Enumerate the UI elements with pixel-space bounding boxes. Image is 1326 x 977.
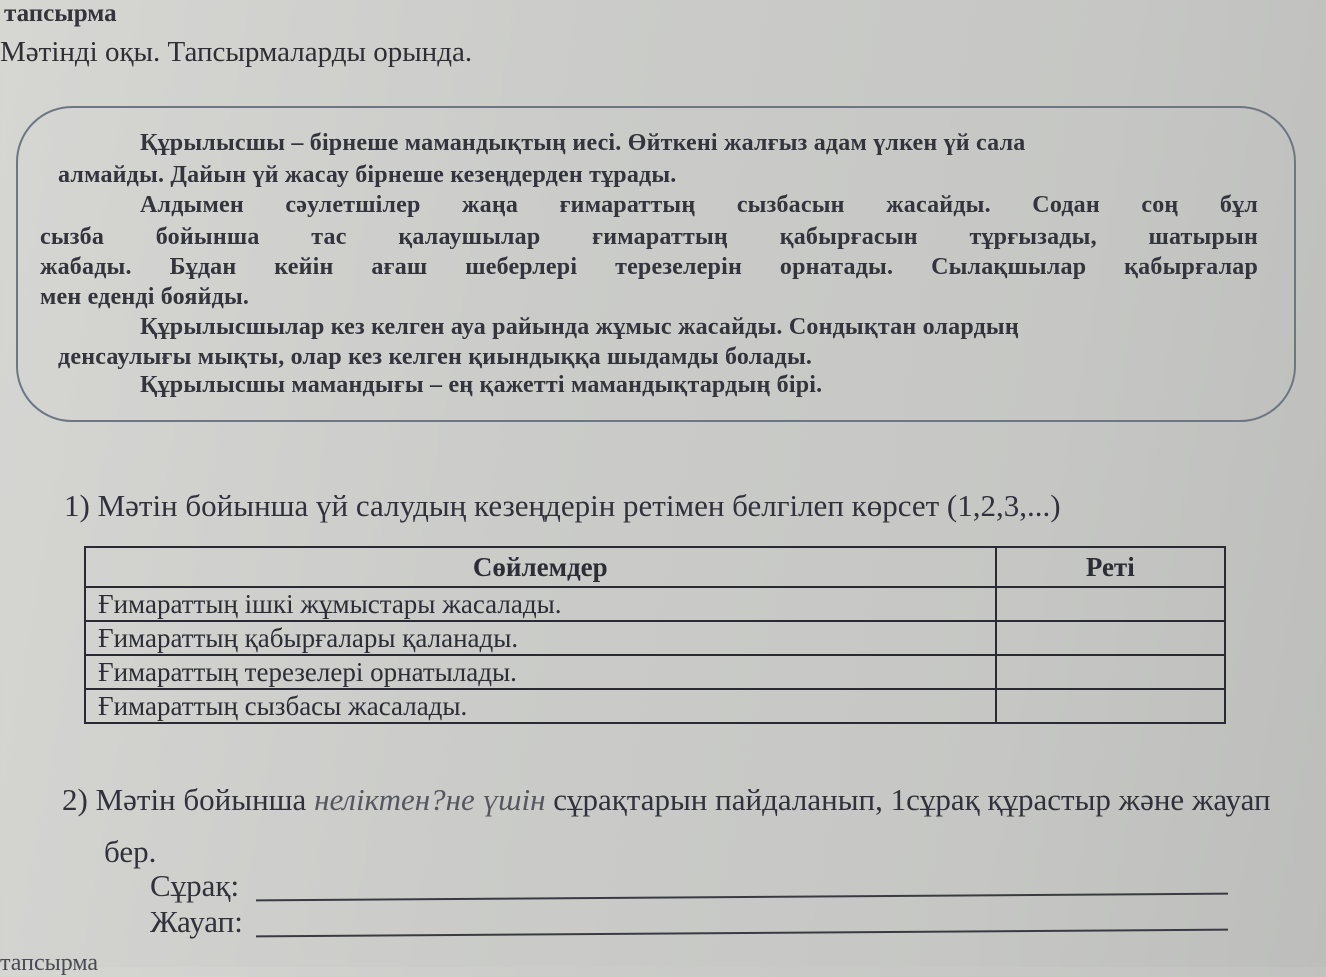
question-2-prefix: 2) Мәтін бойынша	[62, 782, 315, 817]
instruction-text: Мәтінді оқы. Тапсырмаларды орында.	[0, 36, 473, 68]
question-answer-line[interactable]	[256, 893, 1228, 902]
text-line-9: Құрылысшы мамандығы – ең қажетті мамандықтардың бірі.	[140, 372, 823, 398]
table-row	[85, 689, 1225, 723]
text-line-7: Құрылысшылар кез келген ауа райында жұмыс жасайды. Сондықтан олардың	[140, 314, 1019, 340]
sentence-cell: Ғимараттың сызбасы жасалады.	[85, 689, 996, 723]
question-2-continuation: бер.	[104, 834, 157, 869]
question-2	[62, 782, 1271, 818]
text-line-2: алмайды. Дайын үй жасау бірнеше кезеңдерден тұрады.	[58, 162, 677, 188]
question-2-suffix: сұрақтарын пайдаланып, 1сұрақ құрастыр және жауап	[545, 782, 1271, 817]
question-label: Сұрақ:	[150, 868, 240, 903]
text-line-1: Құрылысшы – бірнеше мамандықтың иесі. Өйткені жалғыз адам үлкен үй сала	[140, 130, 1026, 156]
table-row	[85, 655, 1225, 689]
text-line-6: мен еденді бояйды.	[40, 284, 250, 310]
order-cell[interactable]	[996, 587, 1225, 621]
sentence-cell: Ғимараттың терезелері орнатылады.	[85, 655, 996, 689]
header-order: Реті	[996, 547, 1225, 587]
answer-label: Жауап:	[150, 904, 243, 939]
next-task-heading: тапсырма	[0, 950, 99, 976]
sentence-cell: Ғимараттың ішкі жұмыстары жасалады.	[85, 587, 996, 621]
text-line-3: Алдымен сәулетшілер жаңа ғимараттың сызбасын жасайды. Содан соң бұл	[140, 192, 1258, 218]
order-cell[interactable]	[996, 689, 1225, 723]
question-2-italic-words: неліктен?не үшін	[314, 782, 546, 817]
task-heading: тапсырма	[4, 0, 117, 27]
answer-answer-line[interactable]	[256, 929, 1228, 938]
header-sentences: Сөйлемдер	[85, 547, 996, 587]
question-1: 1) Мәтін бойынша үй салудың кезеңдерін ретімен белгілеп көрсет (1,2,3,...)	[64, 488, 1061, 523]
table-row	[85, 621, 1225, 655]
table-row	[85, 587, 1225, 621]
text-line-4: сызба бойынша тас қалаушылар ғимараттың қабырғасын тұрғызады, шатырын	[40, 224, 1258, 250]
ordering-table	[84, 546, 1226, 724]
order-cell[interactable]	[996, 621, 1225, 655]
order-cell[interactable]	[996, 655, 1225, 689]
sentence-cell: Ғимараттың қабырғалары қаланады.	[85, 621, 996, 655]
text-line-8: денсаулығы мықты, олар кез келген қиындыққа шыдамды болады.	[58, 344, 813, 370]
text-line-5: жабады. Бұдан кейін ағаш шеберлері терезелерін орнатады. Сылақшылар қабырғалар	[40, 254, 1258, 280]
table-header-row	[85, 547, 1225, 587]
